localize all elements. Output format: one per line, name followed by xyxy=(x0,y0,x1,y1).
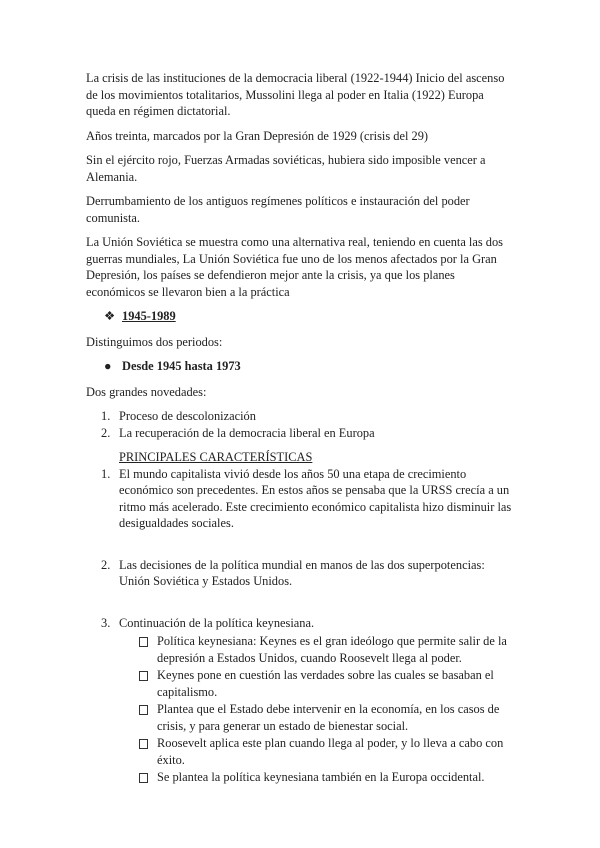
list-item xyxy=(86,425,516,442)
novedades-intro: Dos grandes novedades: xyxy=(86,384,207,399)
section-heading-text: 1945-1989 xyxy=(122,309,176,323)
list-number: 3. xyxy=(101,615,111,630)
square-bullet-icon xyxy=(139,671,148,681)
characteristics-list xyxy=(86,466,516,786)
list-item-text: La recuperación de la democracia liberal en Europa xyxy=(119,425,375,440)
period-heading-text: Desde 1945 hasta 1973 xyxy=(122,359,241,373)
period-heading xyxy=(86,358,516,375)
sublist-item-text: Se plantea la política keynesiana también en la Europa occidental. xyxy=(157,770,485,784)
list-number: 1. xyxy=(101,409,111,423)
paragraph-derrumbamiento: Derrumbamiento de los antiguos regímenes políticos e instauración del poder comunista. xyxy=(86,194,470,225)
square-bullet-icon xyxy=(139,773,148,783)
sublist-item-text: Plantea que el Estado debe intervenir en la economía, en los casos de crisis, y para generar un estado de bienestar social. xyxy=(157,702,500,733)
sublist-item-text: Roosevelt aplica este plan cuando llega al poder, y lo lleva a cabo con éxito. xyxy=(157,736,504,767)
sublist-item-text: Política keynesiana: Keynes es el gran ideólogo que permite salir de la depresión a Estados Unidos, cuando Roosevelt llega al poder. xyxy=(157,634,507,665)
diamond-star-bullet-icon: ❖ xyxy=(104,309,116,323)
section-heading xyxy=(86,308,516,325)
list-item xyxy=(86,615,516,786)
paragraph-union-sovietica: La Unión Soviética se muestra como una alternativa real, teniendo en cuenta las dos guerras mundiales, La Unión Soviética fue uno de los menos afectados por la Gran Depresión, los países se defendieron mejor ante la crisis, ya que los planes económicos se llevaron bien a la práctica xyxy=(86,235,504,299)
list-number: 2. xyxy=(101,557,111,572)
list-number: 1. xyxy=(101,466,111,481)
sublist-item xyxy=(119,769,516,786)
novedades-list xyxy=(86,408,516,441)
document-body xyxy=(86,70,516,787)
square-bullet-icon xyxy=(139,637,148,647)
list-item-text: El mundo capitalista vivió desde los años 50 una etapa de crecimiento económico son precedentes. En estos años se pensaba que la URSS crecía a un ritmo más acelerado. Este crecimiento económico capitalista hizo disminuir las desigualdades sociales. xyxy=(119,466,512,530)
list-item-text: Proceso de descolonización xyxy=(119,409,256,423)
sublist-item xyxy=(119,735,516,768)
square-bullet-icon xyxy=(139,705,148,715)
paragraph-anos-treinta: Años treinta, marcados por la Gran Depresión de 1929 (crisis del 29) xyxy=(86,128,429,143)
sublist-item xyxy=(119,667,516,700)
paragraph-crisis: La crisis de las instituciones de la democracia liberal (1922-1944) Inicio del ascenso de los movimientos totalitarios, Mussolini llega al poder en Italia (1922) Europa queda en régimen dictatorial. xyxy=(86,71,505,118)
sublist-item-text: Keynes pone en cuestión las verdades sobre las cuales se basaban el capitalismo. xyxy=(157,668,494,699)
list-item xyxy=(86,557,516,590)
sublist-item xyxy=(119,701,516,734)
keynes-sublist xyxy=(119,633,516,786)
round-bullet-icon: ● xyxy=(104,359,112,373)
paragraph-ejercito-rojo: Sin el ejército rojo, Fuerzas Armadas soviéticas, hubiera sido imposible vencer a Alemania. xyxy=(86,153,486,184)
list-item xyxy=(86,466,516,532)
list-item-text: Continuación de la política keynesiana. xyxy=(119,615,315,630)
list-item-text: Las decisiones de la política mundial en manos de las dos superpotencias: Unión Soviética y Estados Unidos. xyxy=(119,557,485,588)
intro-periods: Distinguimos dos periodos: xyxy=(86,334,223,349)
square-bullet-icon xyxy=(139,739,148,749)
list-item xyxy=(86,408,516,425)
list-number: 2. xyxy=(101,425,111,440)
characteristics-title: PRINCIPALES CARACTERÍSTICAS xyxy=(119,450,313,464)
sublist-item xyxy=(119,633,516,666)
